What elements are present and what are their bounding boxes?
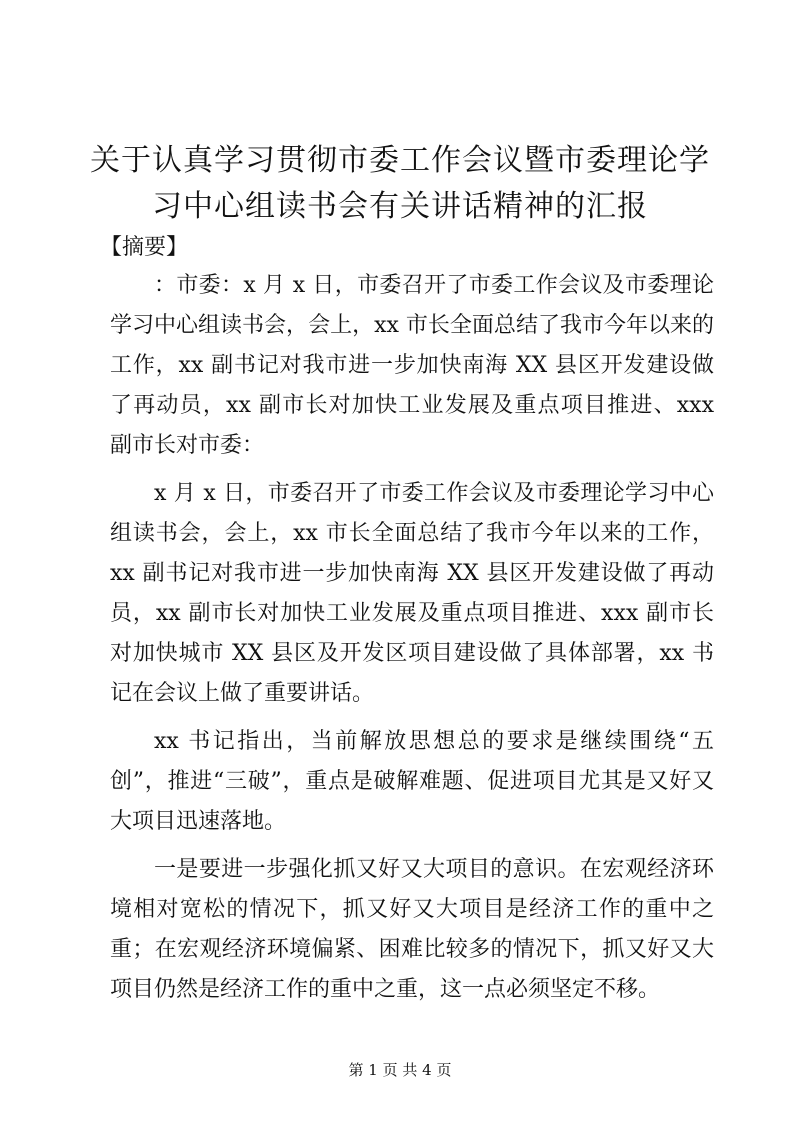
document-title [90, 138, 710, 230]
paragraph-1: ：市委：x 月 x 日，市委召开了市委工作会议及市委理论学习中心组读书会，会上，xx 市长全面总结了我市今年以来的工作，xx 副书记对我市进一步加快南海 XX 县区开发建设做了再动员，xx 副市长对加快工业发展及重点项目推进、xxx 副市长对市委： [110, 273, 714, 458]
paragraph-2: x 月 x 日，市委召开了市委工作会议及市委理论学习中心组读书会，会上，xx 市长全面总结了我市今年以来的工作，xx 副书记对我市进一步加快南海 XX 县区开发建设做了再动员，xx 副市长对加快工业发展及重点项目推进、xxx 副市长对加快城市 XX 县区及开发区项目建设做了具体部署，xx 书记在会议上做了重要讲话。 [110, 481, 714, 706]
page-footer: 第 1 页 共 4 页 [348, 1061, 452, 1079]
title-line-2: 习中心组读书会有关讲话精神的汇报 [152, 189, 648, 224]
title-line-1: 关于认真学习贯彻市委工作会议暨市委理论学 [90, 143, 710, 178]
abstract-label: 【摘要】 [100, 235, 189, 260]
paragraph-3: xx 书记指出，当前解放思想总的要求是继续围绕“五创”，推进“三破”，重点是破解难题、促进项目尤其是又好又大项目迅速落地。 [110, 729, 714, 834]
paragraph-4: 一是要进一步强化抓又好又大项目的意识。在宏观经济环境相对宽松的情况下，抓又好又大项目是经济工作的重中之重；在宏观经济环境偏紧、困难比较多的情况下，抓又好又大项目仍然是经济工作的重中之重，这一点必须坚定不移。 [110, 857, 714, 1002]
document-body [110, 266, 714, 1018]
